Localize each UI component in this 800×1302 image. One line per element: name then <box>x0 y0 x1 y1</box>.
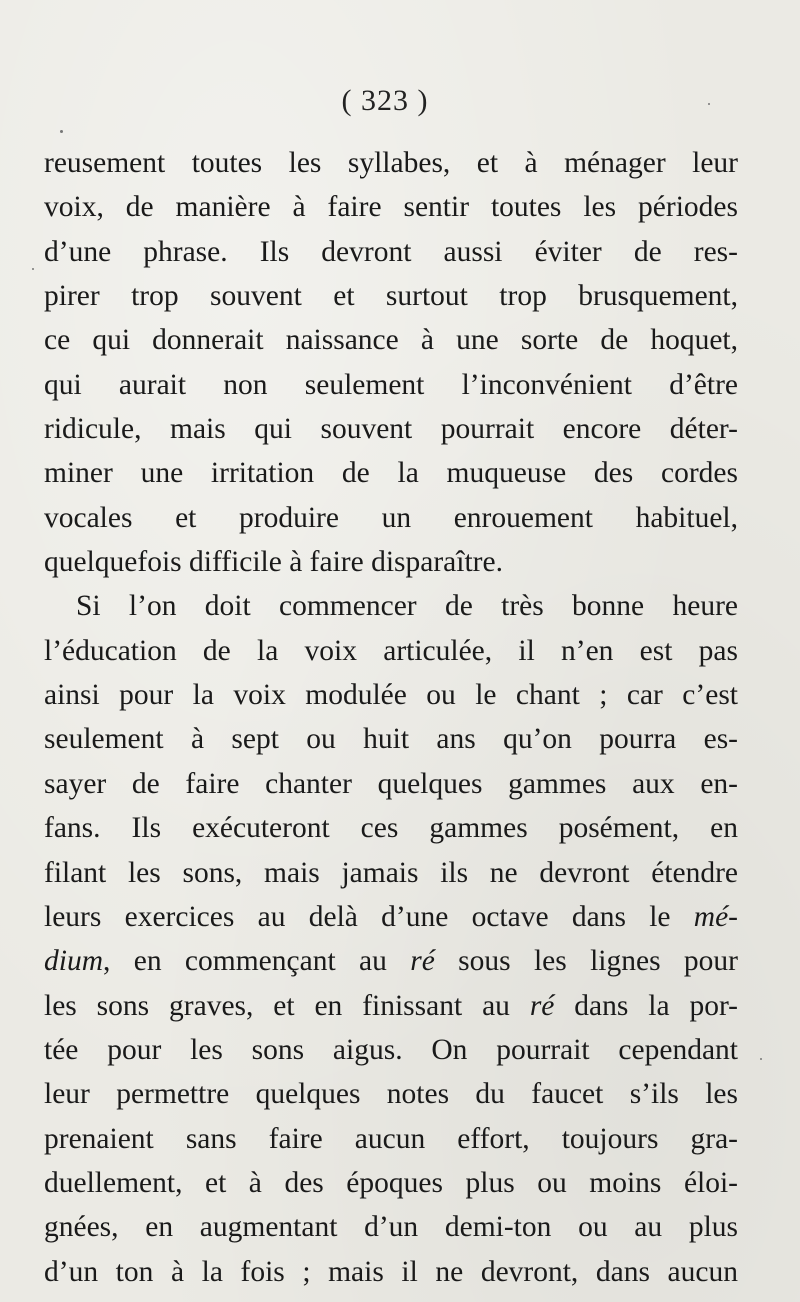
line-text: dans la por- <box>554 989 738 1022</box>
line-text: d’une phrase. Ils devront aussi éviter de res- <box>44 235 738 268</box>
italic-term: ré <box>410 945 435 978</box>
line-text: fans. Ils exécuteront ces gammes posément, en <box>44 812 738 845</box>
text-line <box>44 1250 738 1294</box>
text-line <box>44 1161 738 1205</box>
paragraph-end-line <box>44 540 738 584</box>
paragraph-start-line <box>44 584 738 628</box>
line-text: sous les lignes pour <box>434 945 738 978</box>
text-line <box>44 274 738 318</box>
line-text: reusement toutes les syllabes, et à ménager leur <box>44 147 738 179</box>
line-text: vocales et produire un enrouement habituel, <box>44 501 738 534</box>
line-text: leurs exercices au delà d’une octave dans le <box>44 900 694 933</box>
body-text <box>44 141 738 1294</box>
line-text: quelquefois difficile à faire disparaître. <box>44 546 503 579</box>
line-text: leur permettre quelques notes du faucet s’ils les <box>44 1078 738 1111</box>
line-text: voix, de manière à faire sentir toutes les périodes <box>44 191 738 224</box>
line-text: Si l’on doit commencer de très bonne heure <box>76 590 738 623</box>
italic-term: ré <box>529 989 555 1022</box>
text-line <box>44 318 738 362</box>
line-text: gnées, en augmentant d’un demi-ton ou au plus <box>44 1211 738 1244</box>
text-line <box>44 851 738 895</box>
text-line <box>44 673 738 717</box>
italic-term: dium <box>44 945 103 978</box>
text-line <box>44 629 738 673</box>
line-text: l’éducation de la voix articulée, il n’en est pas <box>44 634 738 667</box>
line-text: pirer trop souvent et surtout trop brusquement, <box>44 280 738 313</box>
text-line <box>44 407 738 451</box>
paper-speck <box>60 130 63 133</box>
paper-speck <box>760 1058 762 1060</box>
page-number: ( 323 ) <box>341 84 429 117</box>
text-line <box>44 717 738 761</box>
text-line <box>44 496 738 540</box>
line-text: ce qui donnerait naissance à une sorte de hoquet, <box>44 324 738 357</box>
line-text: ridicule, mais qui souvent pourrait encore déter- <box>44 413 738 446</box>
text-line <box>44 451 738 495</box>
italic-term: mé- <box>693 900 738 933</box>
line-text: duellement, et à des époques plus ou moins éloi- <box>44 1166 738 1199</box>
text-line <box>44 1205 738 1249</box>
line-text: miner une irritation de la muqueuse des cordes <box>44 457 738 490</box>
text-line <box>44 984 738 1028</box>
text-line <box>44 230 738 274</box>
line-text: prenaient sans faire aucun effort, toujours gra- <box>44 1122 738 1155</box>
text-line <box>44 1028 738 1072</box>
line-text: qui aurait non seulement l’inconvénient d’être <box>44 368 738 401</box>
line-text: sayer de faire chanter quelques gammes aux en- <box>44 767 738 800</box>
line-text: , en commençant au <box>103 945 411 978</box>
line-text: filant les sons, mais jamais ils ne devront étendre <box>44 856 738 889</box>
text-line <box>44 141 738 185</box>
text-line <box>44 363 738 407</box>
text-line <box>44 185 738 229</box>
text-line <box>44 939 738 983</box>
text-line <box>44 806 738 850</box>
line-text: les sons graves, et en finissant au <box>44 989 530 1022</box>
text-line <box>44 895 738 939</box>
paper-speck <box>32 268 34 270</box>
text-line <box>44 1117 738 1161</box>
line-text: d’un ton à la fois ; mais il ne devront, dans aucun <box>44 1255 738 1288</box>
line-text: seulement à sept ou huit ans qu’on pourra es- <box>44 723 738 756</box>
text-line <box>44 762 738 806</box>
line-text: tée pour les sons aigus. On pourrait cependant <box>44 1033 738 1066</box>
line-text: ainsi pour la voix modulée ou le chant ; car c’est <box>44 679 738 712</box>
text-line <box>44 1072 738 1116</box>
